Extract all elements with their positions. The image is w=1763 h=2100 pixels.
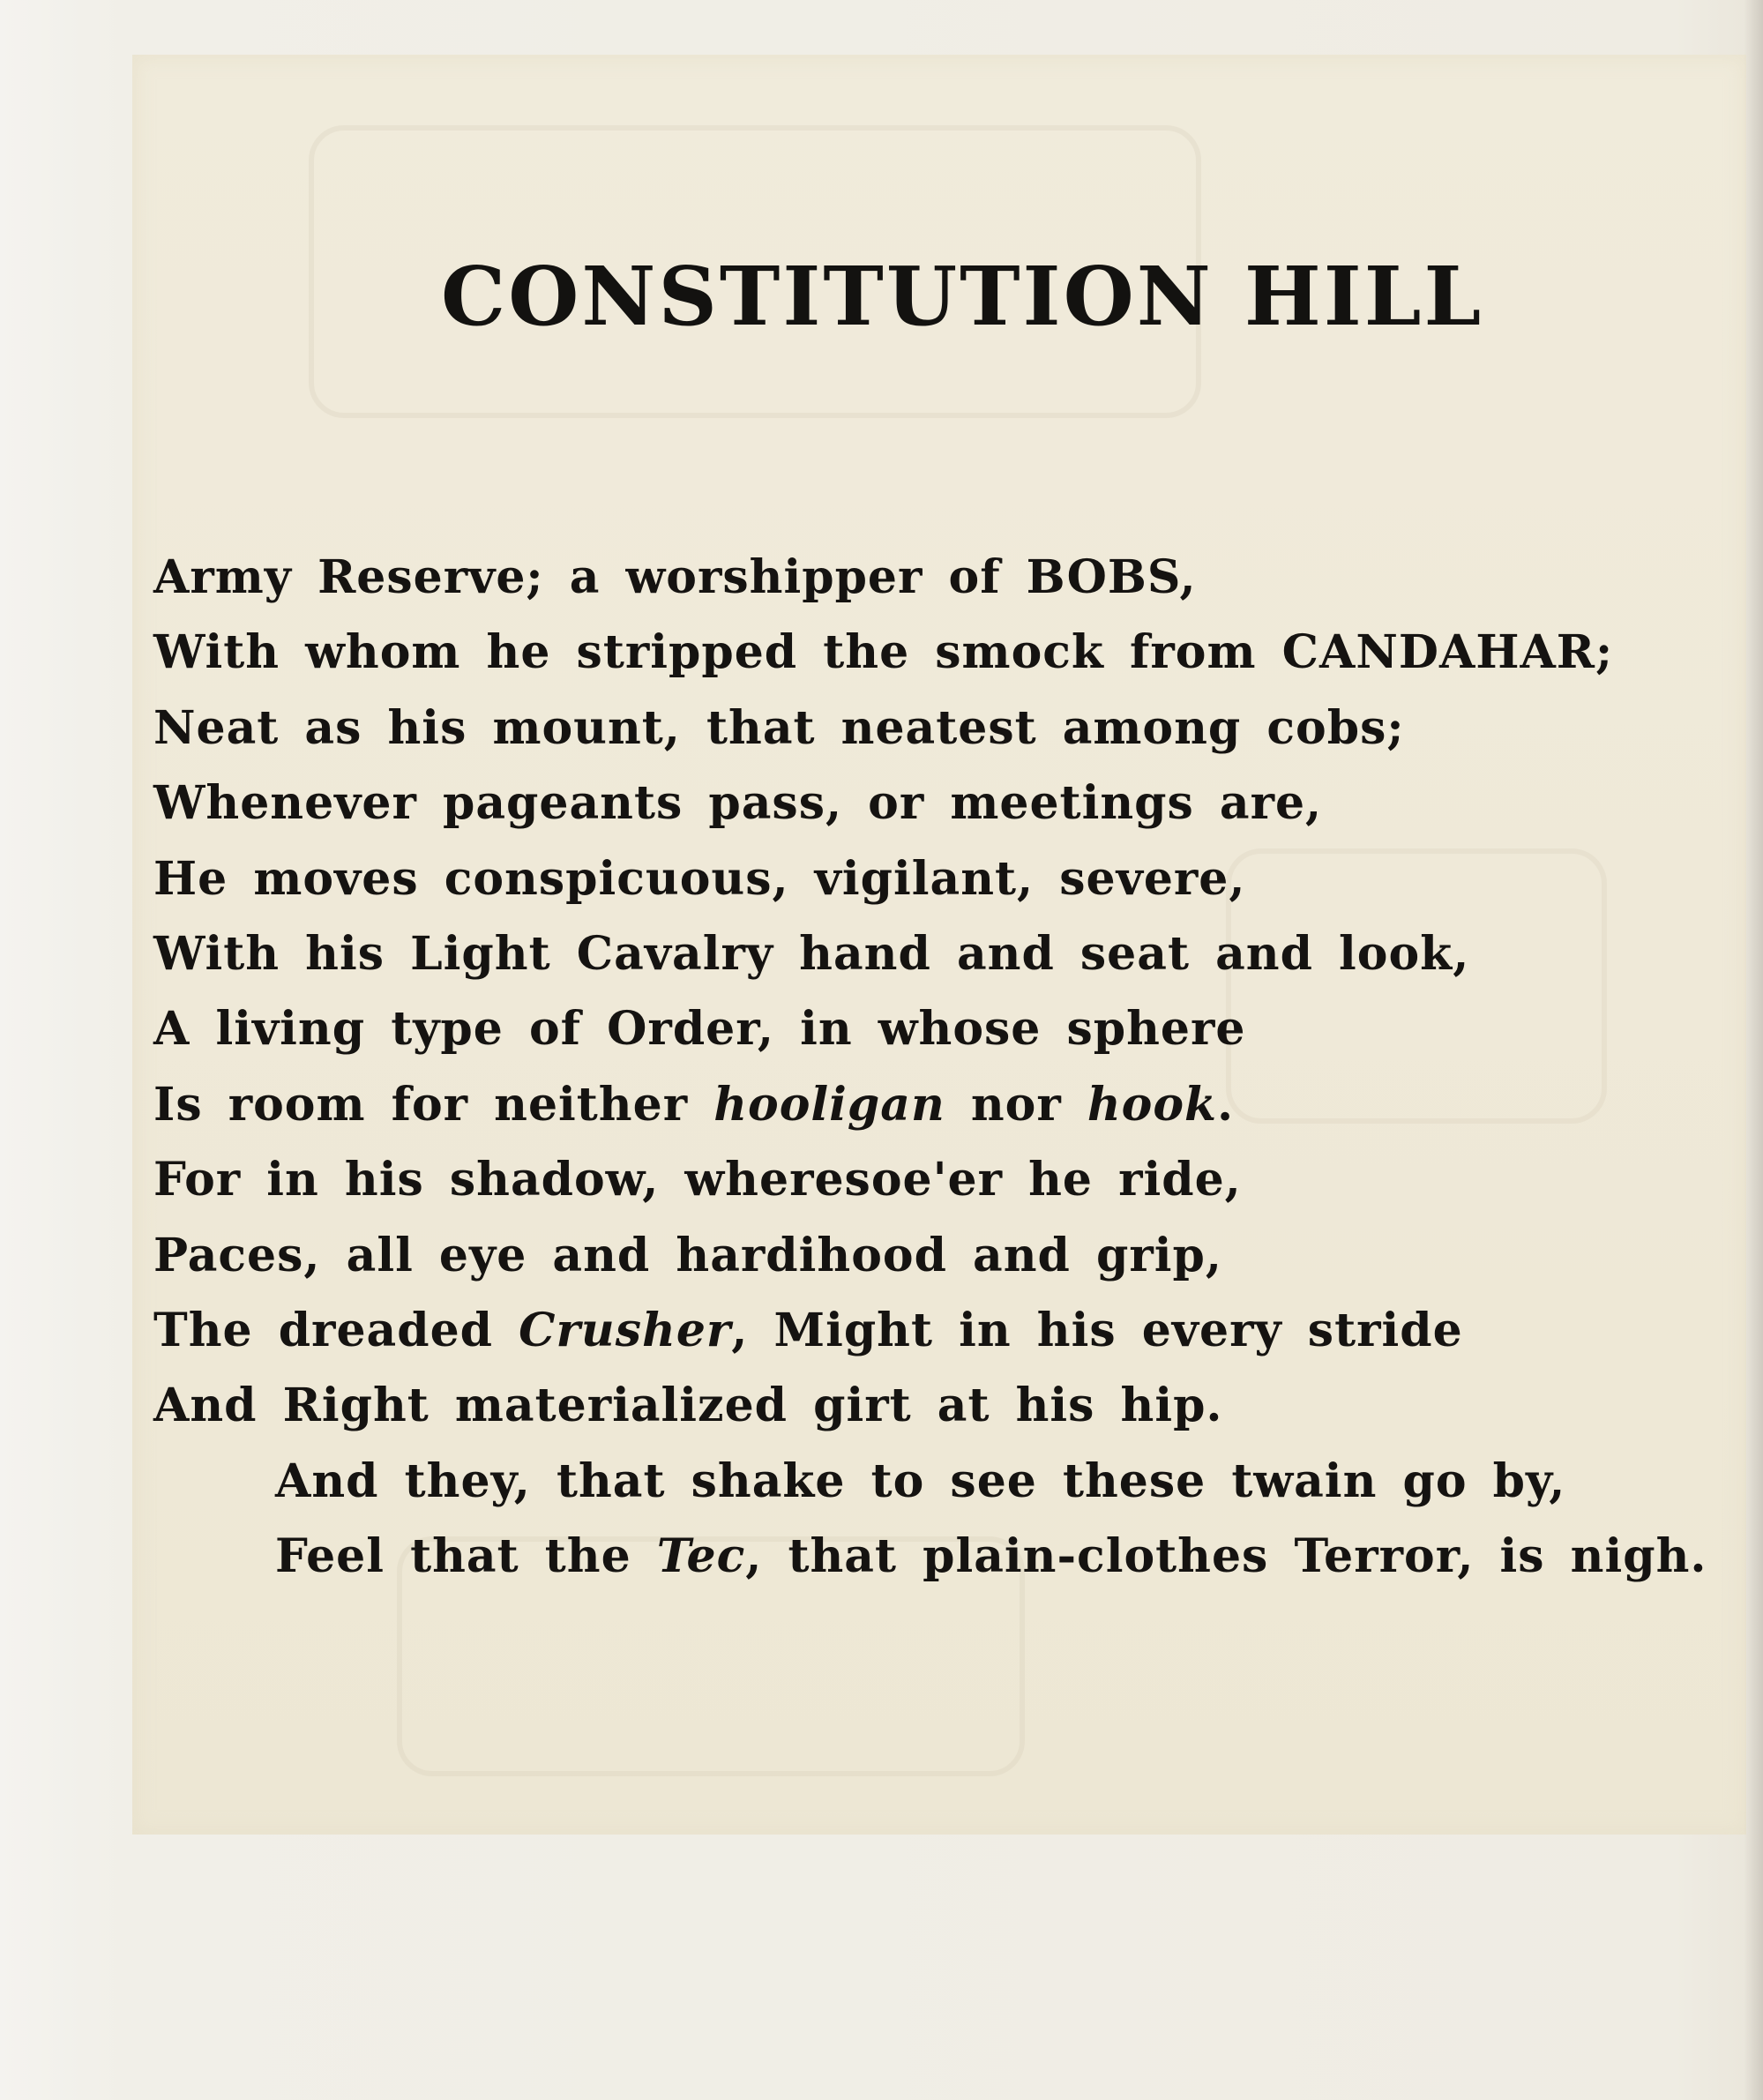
italic-word: hook (1087, 1077, 1218, 1132)
italic-word: hooligan (713, 1077, 945, 1132)
poem-line (153, 1293, 1750, 1368)
poem-line (153, 841, 1750, 916)
poem-line (153, 1142, 1750, 1217)
poem-line (153, 691, 1750, 766)
poem-line (153, 1444, 1750, 1519)
line-text: Is room for neither (153, 1077, 714, 1132)
poem-line (153, 916, 1750, 991)
line-text: Neat as his mount, that neatest among cobs; (153, 700, 1405, 755)
line-text: Paces, all eye and hardihood and grip, (153, 1228, 1222, 1282)
line-text: With his Light Cavalry hand and seat and look, (153, 926, 1470, 981)
line-text: nor (945, 1077, 1087, 1132)
italic-word: Tec (656, 1529, 746, 1584)
poem-line (153, 540, 1750, 615)
line-text: And they, that shake to see these twain go by, (275, 1454, 1566, 1508)
line-text: , Might in his every stride (731, 1303, 1463, 1357)
line-text: Feel that the (275, 1529, 657, 1584)
poem-line (153, 1218, 1750, 1293)
poem-line (153, 1368, 1750, 1443)
line-text: For in his shadow, wheresoe'er he ride, (153, 1153, 1242, 1207)
poem-body (153, 540, 1750, 1594)
line-text: The dreaded (153, 1303, 519, 1357)
line-text: A living type of Order, in whose sphere (153, 1002, 1246, 1057)
line-text: He moves conspicuous, vigilant, severe, (153, 851, 1246, 906)
line-text: , that plain-clothes Terror, is nigh. (745, 1529, 1707, 1584)
italic-word: Crusher (519, 1303, 732, 1357)
line-text: Whenever pageants pass, or meetings are, (153, 776, 1323, 831)
poem-title: CONSTITUTION HILL (441, 249, 1484, 344)
poem-line (153, 1519, 1750, 1594)
poem-line (153, 991, 1750, 1066)
line-text: . (1217, 1077, 1235, 1132)
poem-line (153, 766, 1750, 841)
line-text: Army Reserve; a worshipper of BOBS, (153, 550, 1197, 604)
line-text: With whom he stripped the smock from CANDAHAR; (153, 625, 1614, 680)
poem-line (153, 1067, 1750, 1142)
line-text: And Right materialized girt at his hip. (153, 1379, 1223, 1433)
poem-line (153, 615, 1750, 690)
